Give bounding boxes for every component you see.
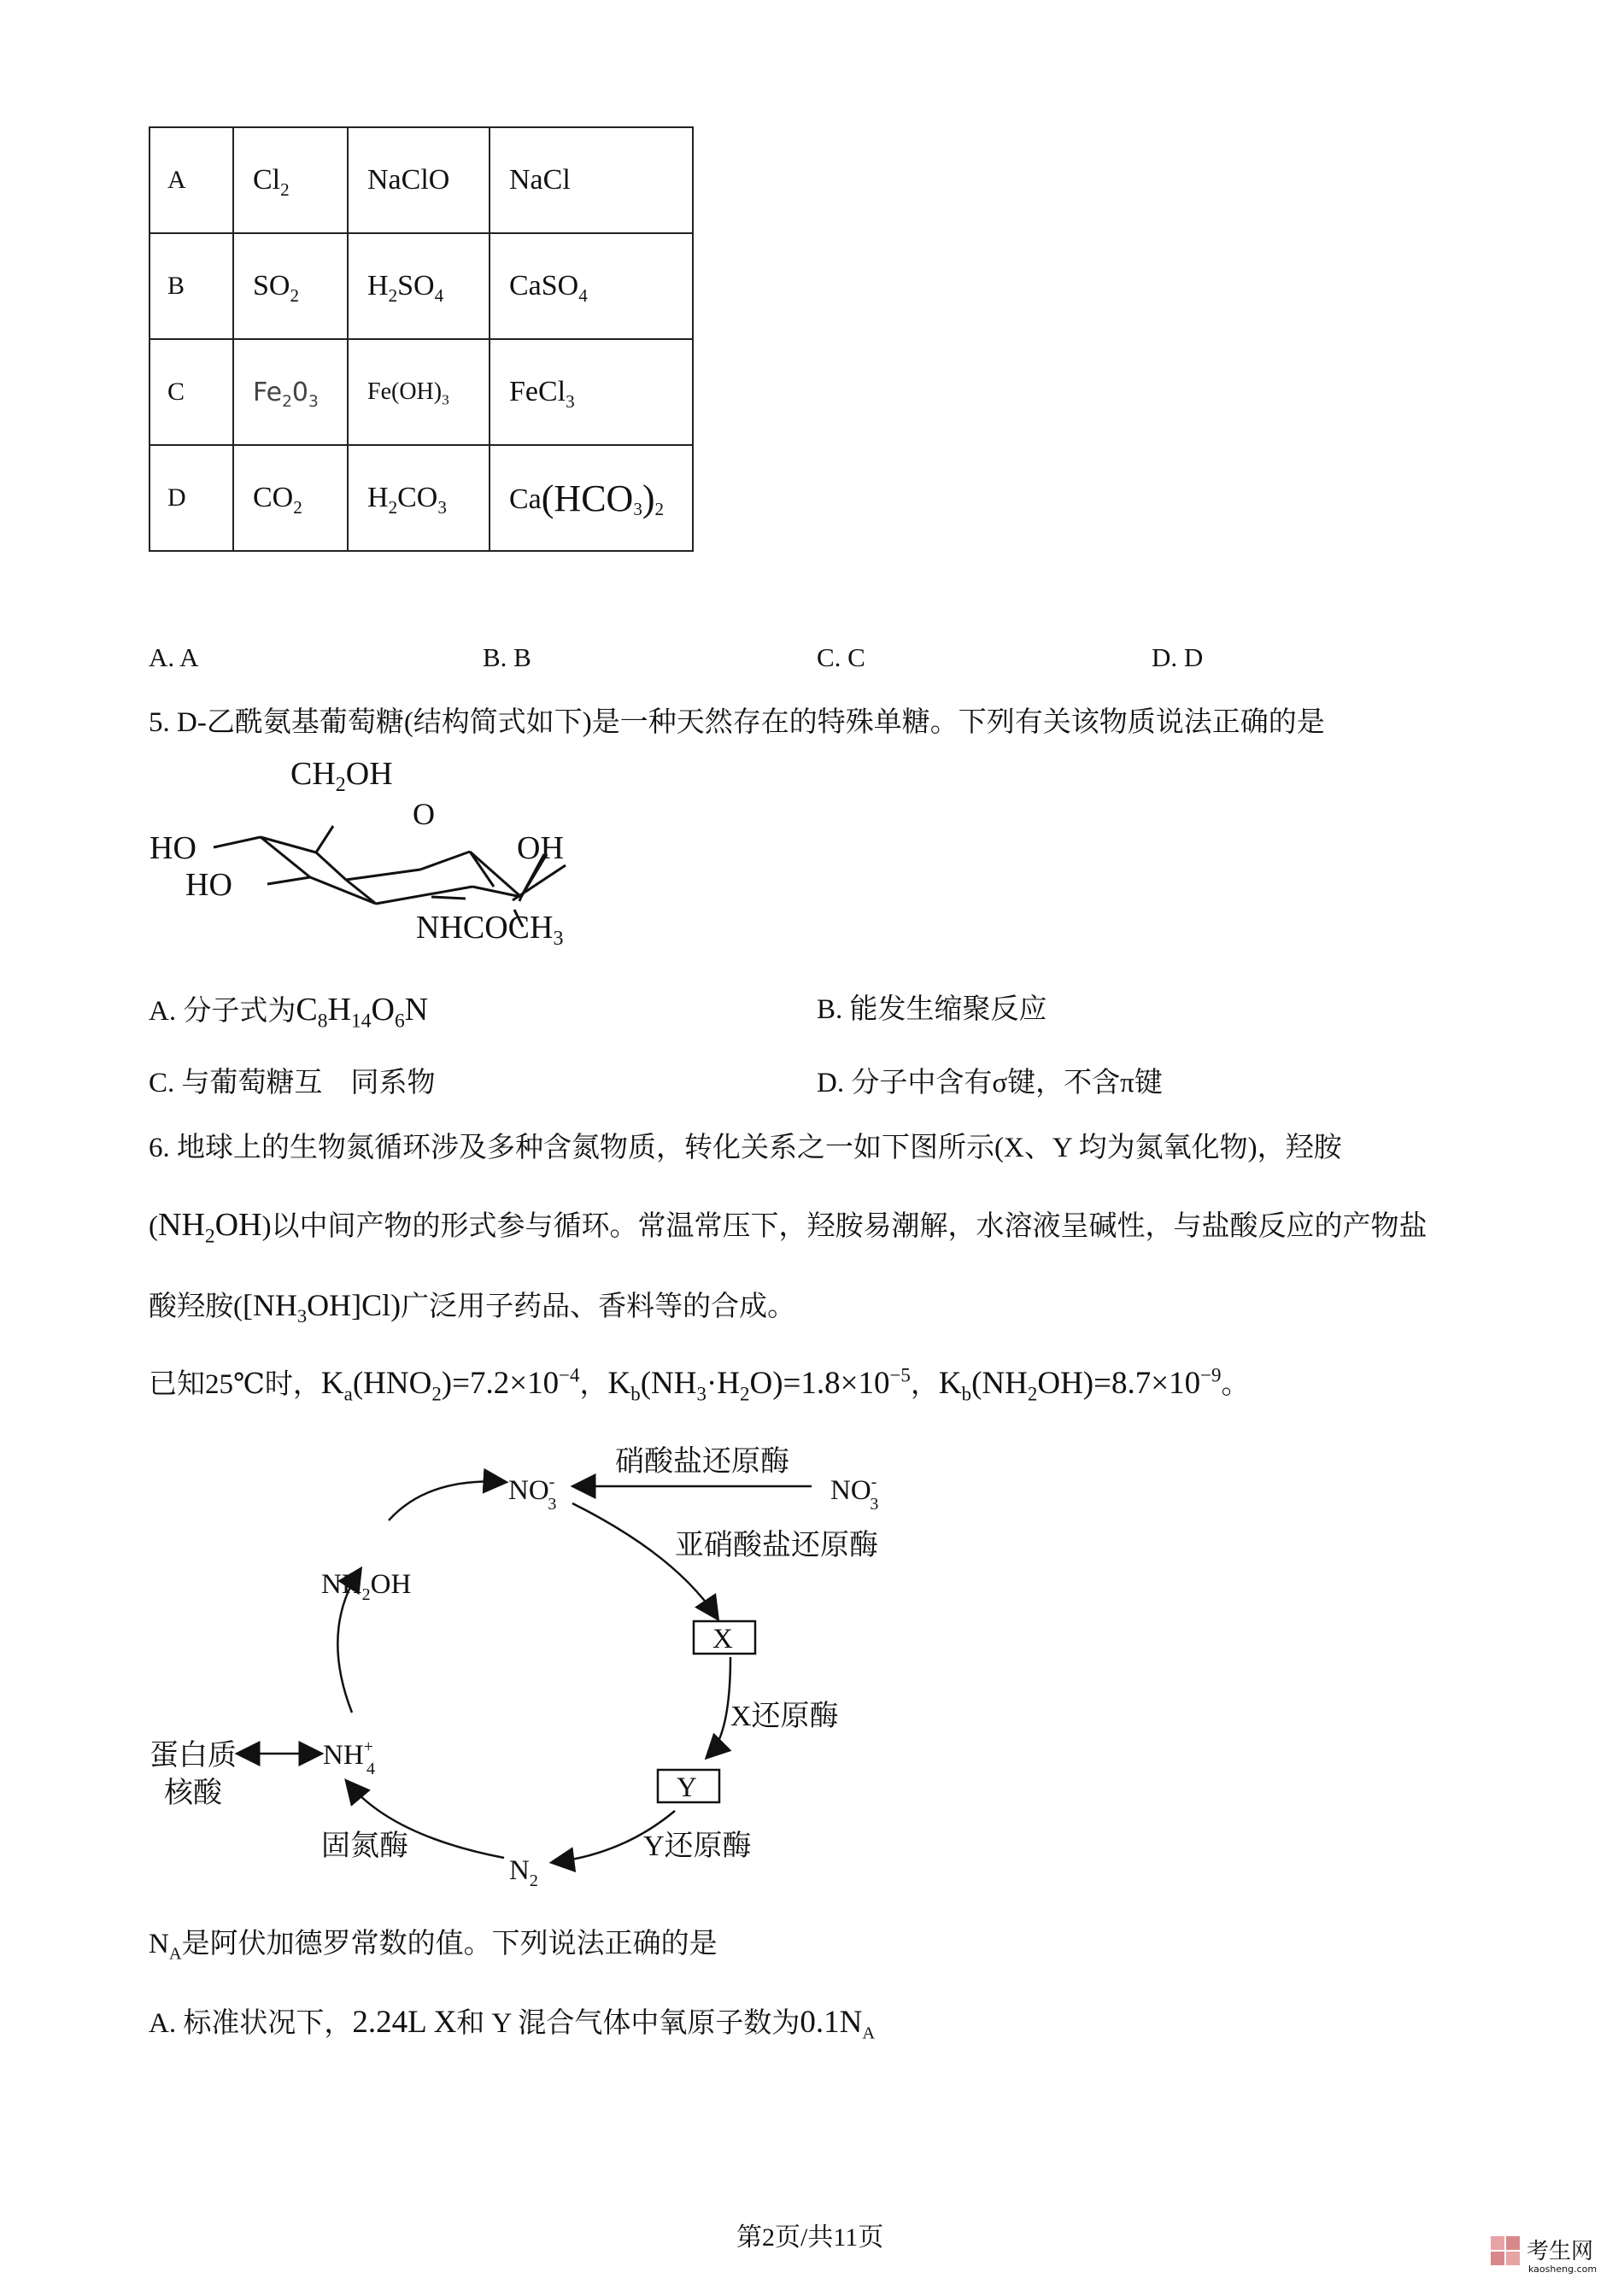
row-label: C — [150, 339, 233, 445]
q4-option-b: B. B — [483, 642, 531, 672]
row-label: B — [150, 233, 233, 339]
oh-label: OH — [517, 830, 564, 866]
nucleic-acid-label: 核酸 — [164, 1778, 222, 1809]
table-row — [150, 445, 693, 551]
q5-option-c: C. 与葡萄糖互 同系物 — [149, 1068, 436, 1098]
protein-label: 蛋白质 — [150, 1740, 237, 1772]
watermark-logo — [1489, 2229, 1607, 2279]
q6-stem-line1: 6. 地球上的生物氮循环涉及多种含氮物质，转化关系之一如下图所示(X、Y 均为氮氧化物)，羟胺 — [149, 1133, 1342, 1163]
glucosamine-structure — [141, 743, 619, 965]
n2-label: $N_2$ — [509, 1855, 538, 1890]
nitrogen-cycle-diagram — [128, 1426, 1025, 1913]
q4-option-c: C. C — [817, 642, 865, 672]
table-cell: CaSO$_4$ — [490, 233, 693, 339]
table-cell: $Ca(HCO_3)_2$ — [490, 445, 693, 551]
q5-option-a: A. 分子式为$C_8H_{14}O_6N$ — [149, 992, 429, 1033]
svg-text:kaosheng.com: kaosheng.com — [1528, 2264, 1598, 2275]
hydroxylamine-label: $NH_2OH$ — [321, 1569, 412, 1604]
q5-option-b: B. 能发生缩聚反应 — [817, 994, 1047, 1025]
y-label: Y — [677, 1772, 697, 1803]
row-label: A — [150, 127, 233, 233]
table-row — [150, 127, 693, 233]
table-cell: $H_2SO_4$ — [348, 233, 490, 339]
table-row — [150, 339, 693, 445]
ring-oxygen-label: O — [413, 797, 435, 831]
q6-constants: 已知25℃时，$K_a(HNO_2)=7.2\times 10^{-4}$，$K_b(NH_3\cdot H_2O)=1.8\times 10^{-5}$，$K_b(NH_2OH)=8.7\times 10^{-9}$。 — [149, 1364, 1250, 1405]
q6-stem-line2: $(NH_2OH)$以中间产物的形式参与循环。常温常压下，羟胺易潮解，水溶液呈碱性，与盐酸反应的产物盐 — [149, 1207, 1428, 1248]
ammonium-label: NH+ 4 — [323, 1737, 375, 1778]
q5-option-d: D. 分子中含有σ键，不含π键 — [817, 1068, 1163, 1098]
ch2oh-label: $CH_2OH$ — [290, 756, 393, 796]
x-label: X — [712, 1624, 733, 1655]
row-label: D — [150, 445, 233, 551]
ho-label-1: HO — [150, 830, 196, 866]
q4-option-a: A. A — [149, 642, 199, 672]
q6-na-line: $N_A$是阿伏加德罗常数的值。下列说法正确的是 — [149, 1929, 718, 1964]
nitrate-reductase-label: 硝酸盐还原酶 — [615, 1446, 789, 1478]
table-cell: $H_2CO_3$ — [348, 445, 490, 551]
page-footer: 第2页/共11页 — [736, 2223, 884, 2252]
table-cell: $Cl_2$ — [233, 127, 348, 233]
table-cell: NaClO — [348, 127, 490, 233]
y-reductase-label: Y还原酶 — [643, 1830, 752, 1862]
nitrate-top-label: NO-3 — [508, 1473, 557, 1514]
q5-stem: 5. D-乙酰氨基葡萄糖(结构简式如下)是一种天然存在的特殊单糖。下列有关该物质说法正确的是 — [149, 707, 1325, 738]
table-cell: $SO_2$ — [233, 233, 348, 339]
watermark-icon — [1489, 2229, 1607, 2279]
x-reductase-label: X还原酶 — [730, 1701, 839, 1732]
table-cell: $Fe(OH)_3$ — [348, 339, 490, 445]
nhcoch3-label: $NHCOCH_3$ — [416, 910, 564, 950]
nitrate-right-label: NO-3 — [830, 1473, 879, 1514]
ho-label-2: HO — [185, 867, 232, 903]
q6-option-a: A. 标准状况下，2.24L X和 Y 混合气体中氧原子数为$0.1N_A$ — [149, 2005, 876, 2043]
q4-option-d: D. D — [1152, 642, 1204, 672]
table-cell: $CO_2$ — [233, 445, 348, 551]
table-row — [150, 233, 693, 339]
reagent-table — [149, 126, 694, 552]
svg-text:考生网: 考生网 — [1527, 2239, 1594, 2264]
table-cell: NaCl — [490, 127, 693, 233]
table-cell: $Fe_20_3$ — [233, 339, 348, 445]
nitrite-reductase-label: 亚硝酸盐还原酶 — [675, 1530, 878, 1561]
q6-stem-line3: 酸羟胺$([NH_3OH]Cl)$广泛用子药品、香料等的合成。 — [149, 1288, 796, 1327]
table-cell: FeCl$_3$ — [490, 339, 693, 445]
nitrogenase-label: 固氮酶 — [321, 1830, 408, 1862]
